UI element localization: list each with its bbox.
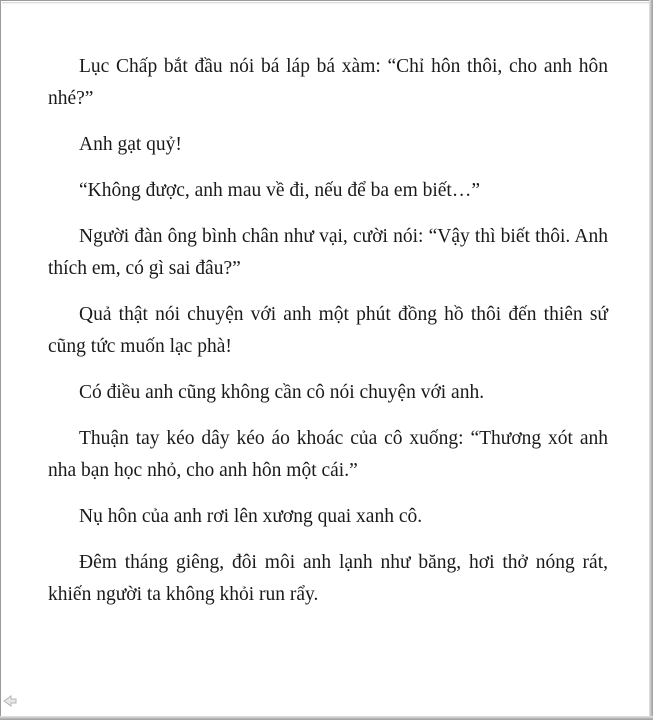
prev-page-arrow-icon[interactable] [3,694,17,706]
paragraph-3: “Không được, anh mau về đi, nếu để ba em biết…” [79,180,481,201]
page-top-edge [2,2,653,4]
paragraph-9: Đêm tháng giêng, đôi môi anh lạnh như băng, hơi thở nóng rát, khiến người ta không khỏi run rẩy. [48,552,608,605]
paragraph-2: Anh gạt quỷ! [79,134,182,155]
document-text [48,51,608,625]
paragraph-8: Nụ hôn của anh rơi lên xương quai xanh cô. [79,506,423,527]
paragraph-4: Người đàn ông bình chân như vại, cười nói: “Vậy thì biết thôi. Anh thích em, có gì sai đâu?” [48,226,608,279]
page-shadow-right [649,0,653,720]
paragraph-5: Quả thật nói chuyện với anh một phút đồng hồ thôi đến thiên sứ cũng tức muốn lạc phà! [48,304,608,357]
paragraph-7: Thuận tay kéo dây kéo áo khoác của cô xuống: “Thương xót anh nha bạn học nhỏ, cho anh hôn một cái.” [48,428,608,481]
page-shadow-bottom [0,716,653,720]
paragraph-6: Có điều anh cũng không cần cô nói chuyện với anh. [79,382,485,403]
paragraph-1: Lục Chấp bắt đầu nói bá láp bá xàm: “Chỉ hôn thôi, cho anh hôn nhé?” [48,56,608,109]
